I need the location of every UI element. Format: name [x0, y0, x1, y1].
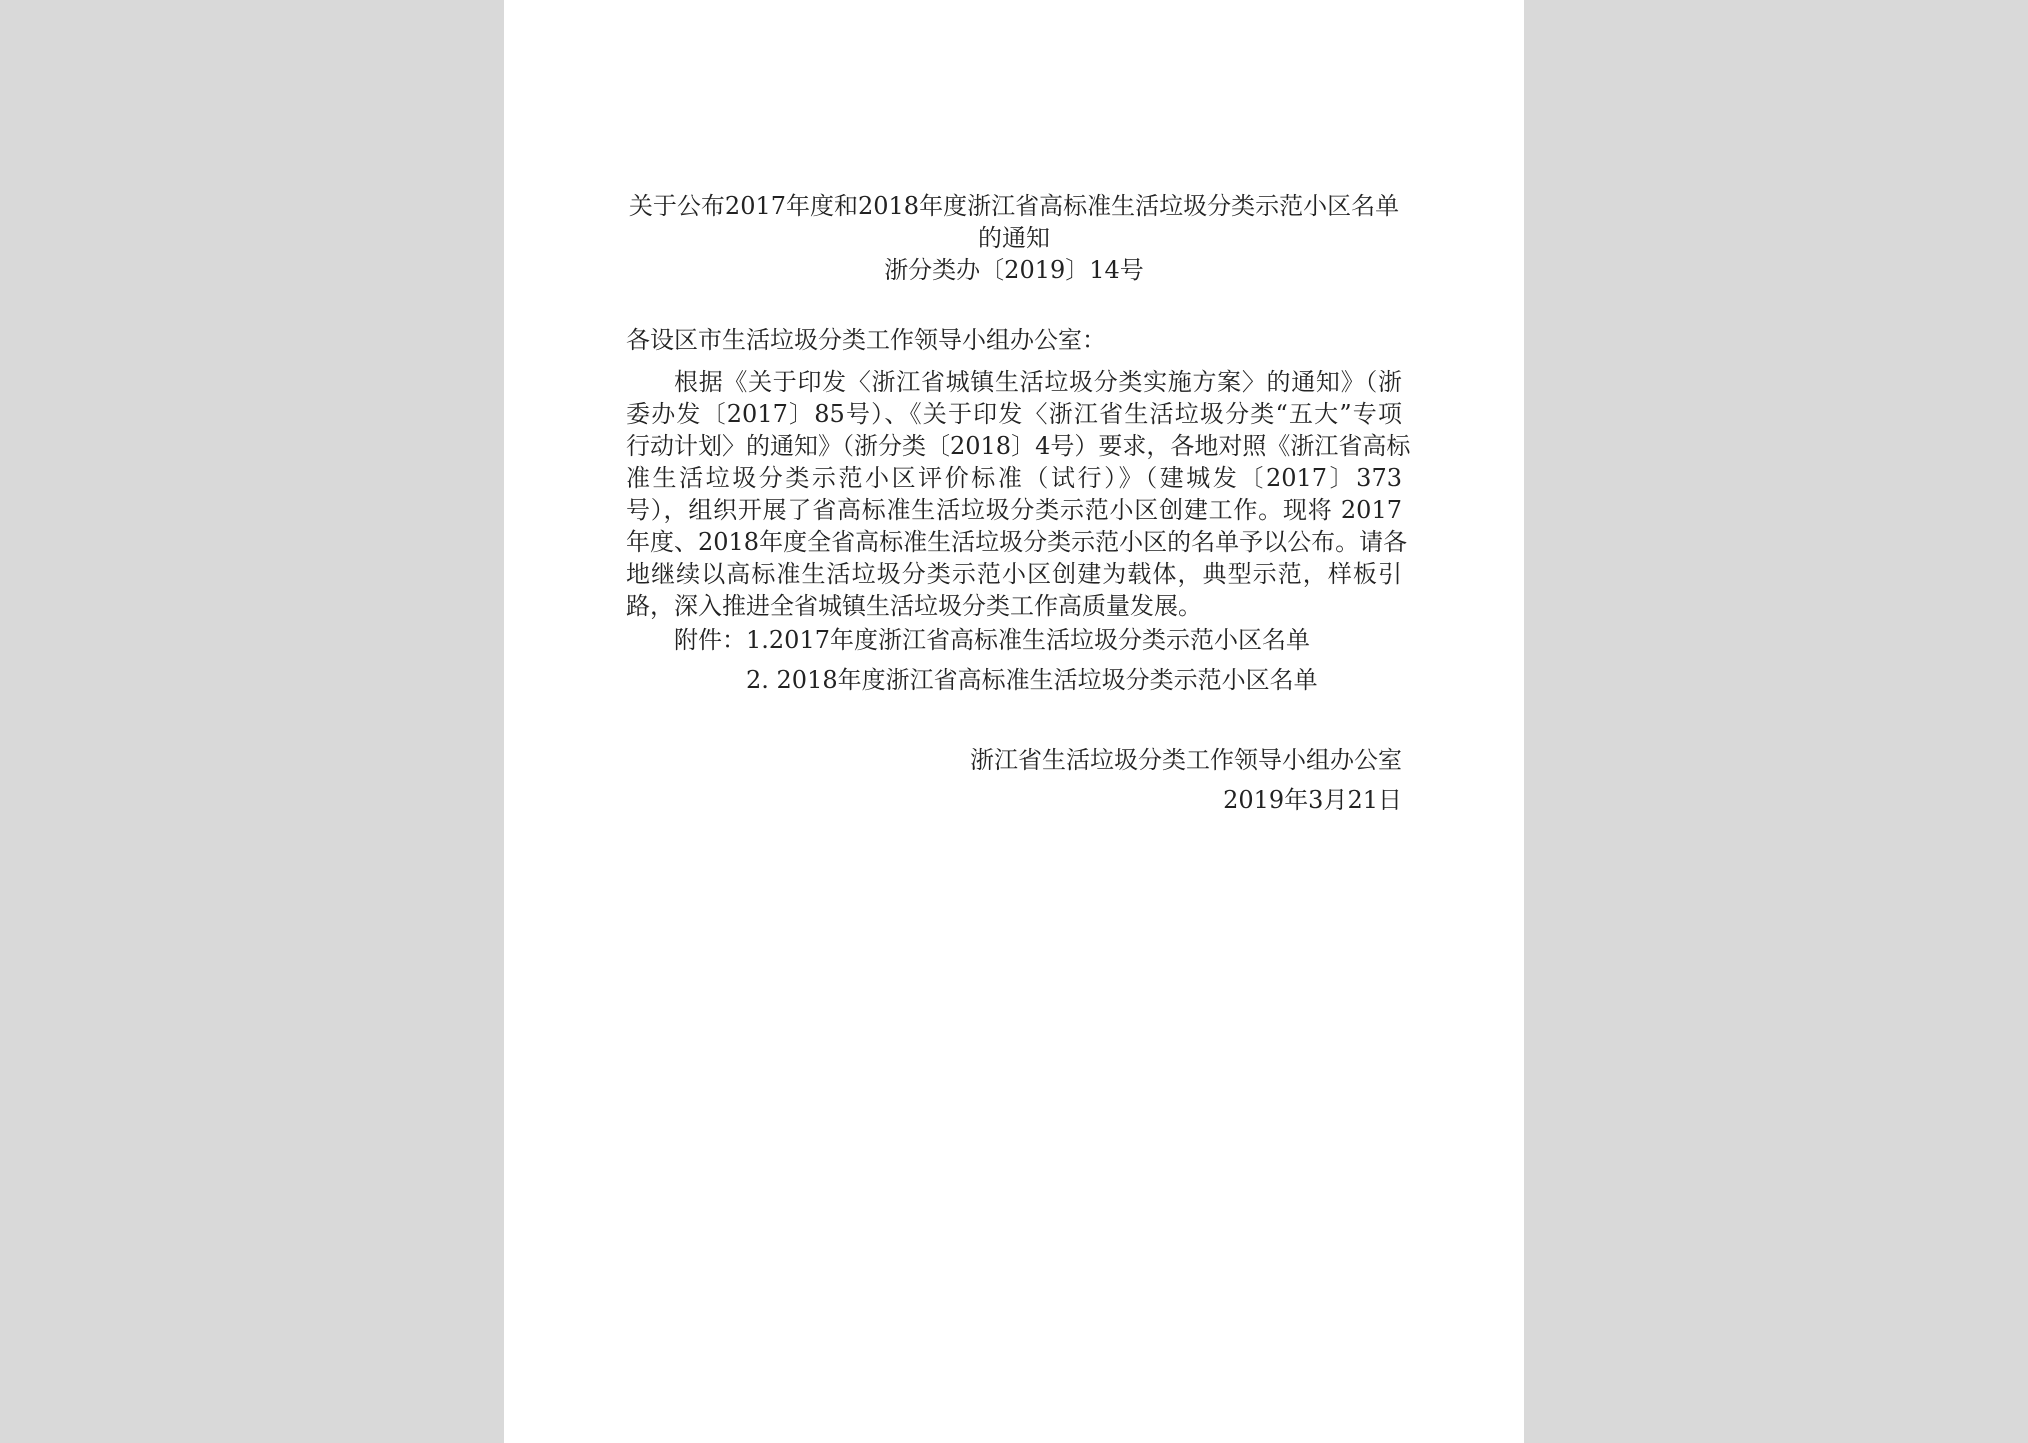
issue-date: 2019年3月21日 — [1223, 786, 1402, 814]
issuer-signature: 浙江省生活垃圾分类工作领导小组办公室 — [970, 746, 1402, 774]
body-line: 地继续以高标准生活垃圾分类示范小区创建为载体，典型示范，样板引 — [626, 560, 1402, 588]
salutation: 各设区市生活垃圾分类工作领导小组办公室： — [626, 326, 1106, 354]
document-header — [626, 190, 1402, 286]
body-line: 路，深入推进全省城镇生活垃圾分类工作高质量发展。 — [626, 592, 1202, 620]
body-line: 号），组织开展了省高标准生活垃圾分类示范小区创建工作。现将 2017 — [626, 496, 1402, 524]
document-title-line-1: 关于公布2017年度和2018年度浙江省高标准生活垃圾分类示范小区名单 — [628, 192, 1400, 220]
attachment-item-1: 1.2017年度浙江省高标准生活垃圾分类示范小区名单 — [746, 626, 1310, 654]
body-line: 行动计划〉的通知》（浙分类〔2018〕4号）要求，各地对照《浙江省高标 — [626, 432, 1411, 460]
body-line: 委办发〔2017〕85号）、《关于印发〈浙江省生活垃圾分类“五大”专项 — [626, 400, 1402, 428]
document-title-line-2: 的通知 — [978, 224, 1050, 252]
document-number: 浙分类办〔2019〕14号 — [884, 256, 1144, 284]
attachment-label: 附件： — [674, 626, 746, 654]
body-line: 根据《关于印发〈浙江省城镇生活垃圾分类实施方案〉的通知》（浙 — [674, 368, 1402, 396]
body-line: 年度、2018年度全省高标准生活垃圾分类示范小区的名单予以公布。请各 — [626, 528, 1408, 556]
body-line: 准生活垃圾分类示范小区评价标准（试行）》（建城发〔2017〕373 — [626, 464, 1402, 492]
attachment-item-2: 2. 2018年度浙江省高标准生活垃圾分类示范小区名单 — [746, 666, 1318, 694]
